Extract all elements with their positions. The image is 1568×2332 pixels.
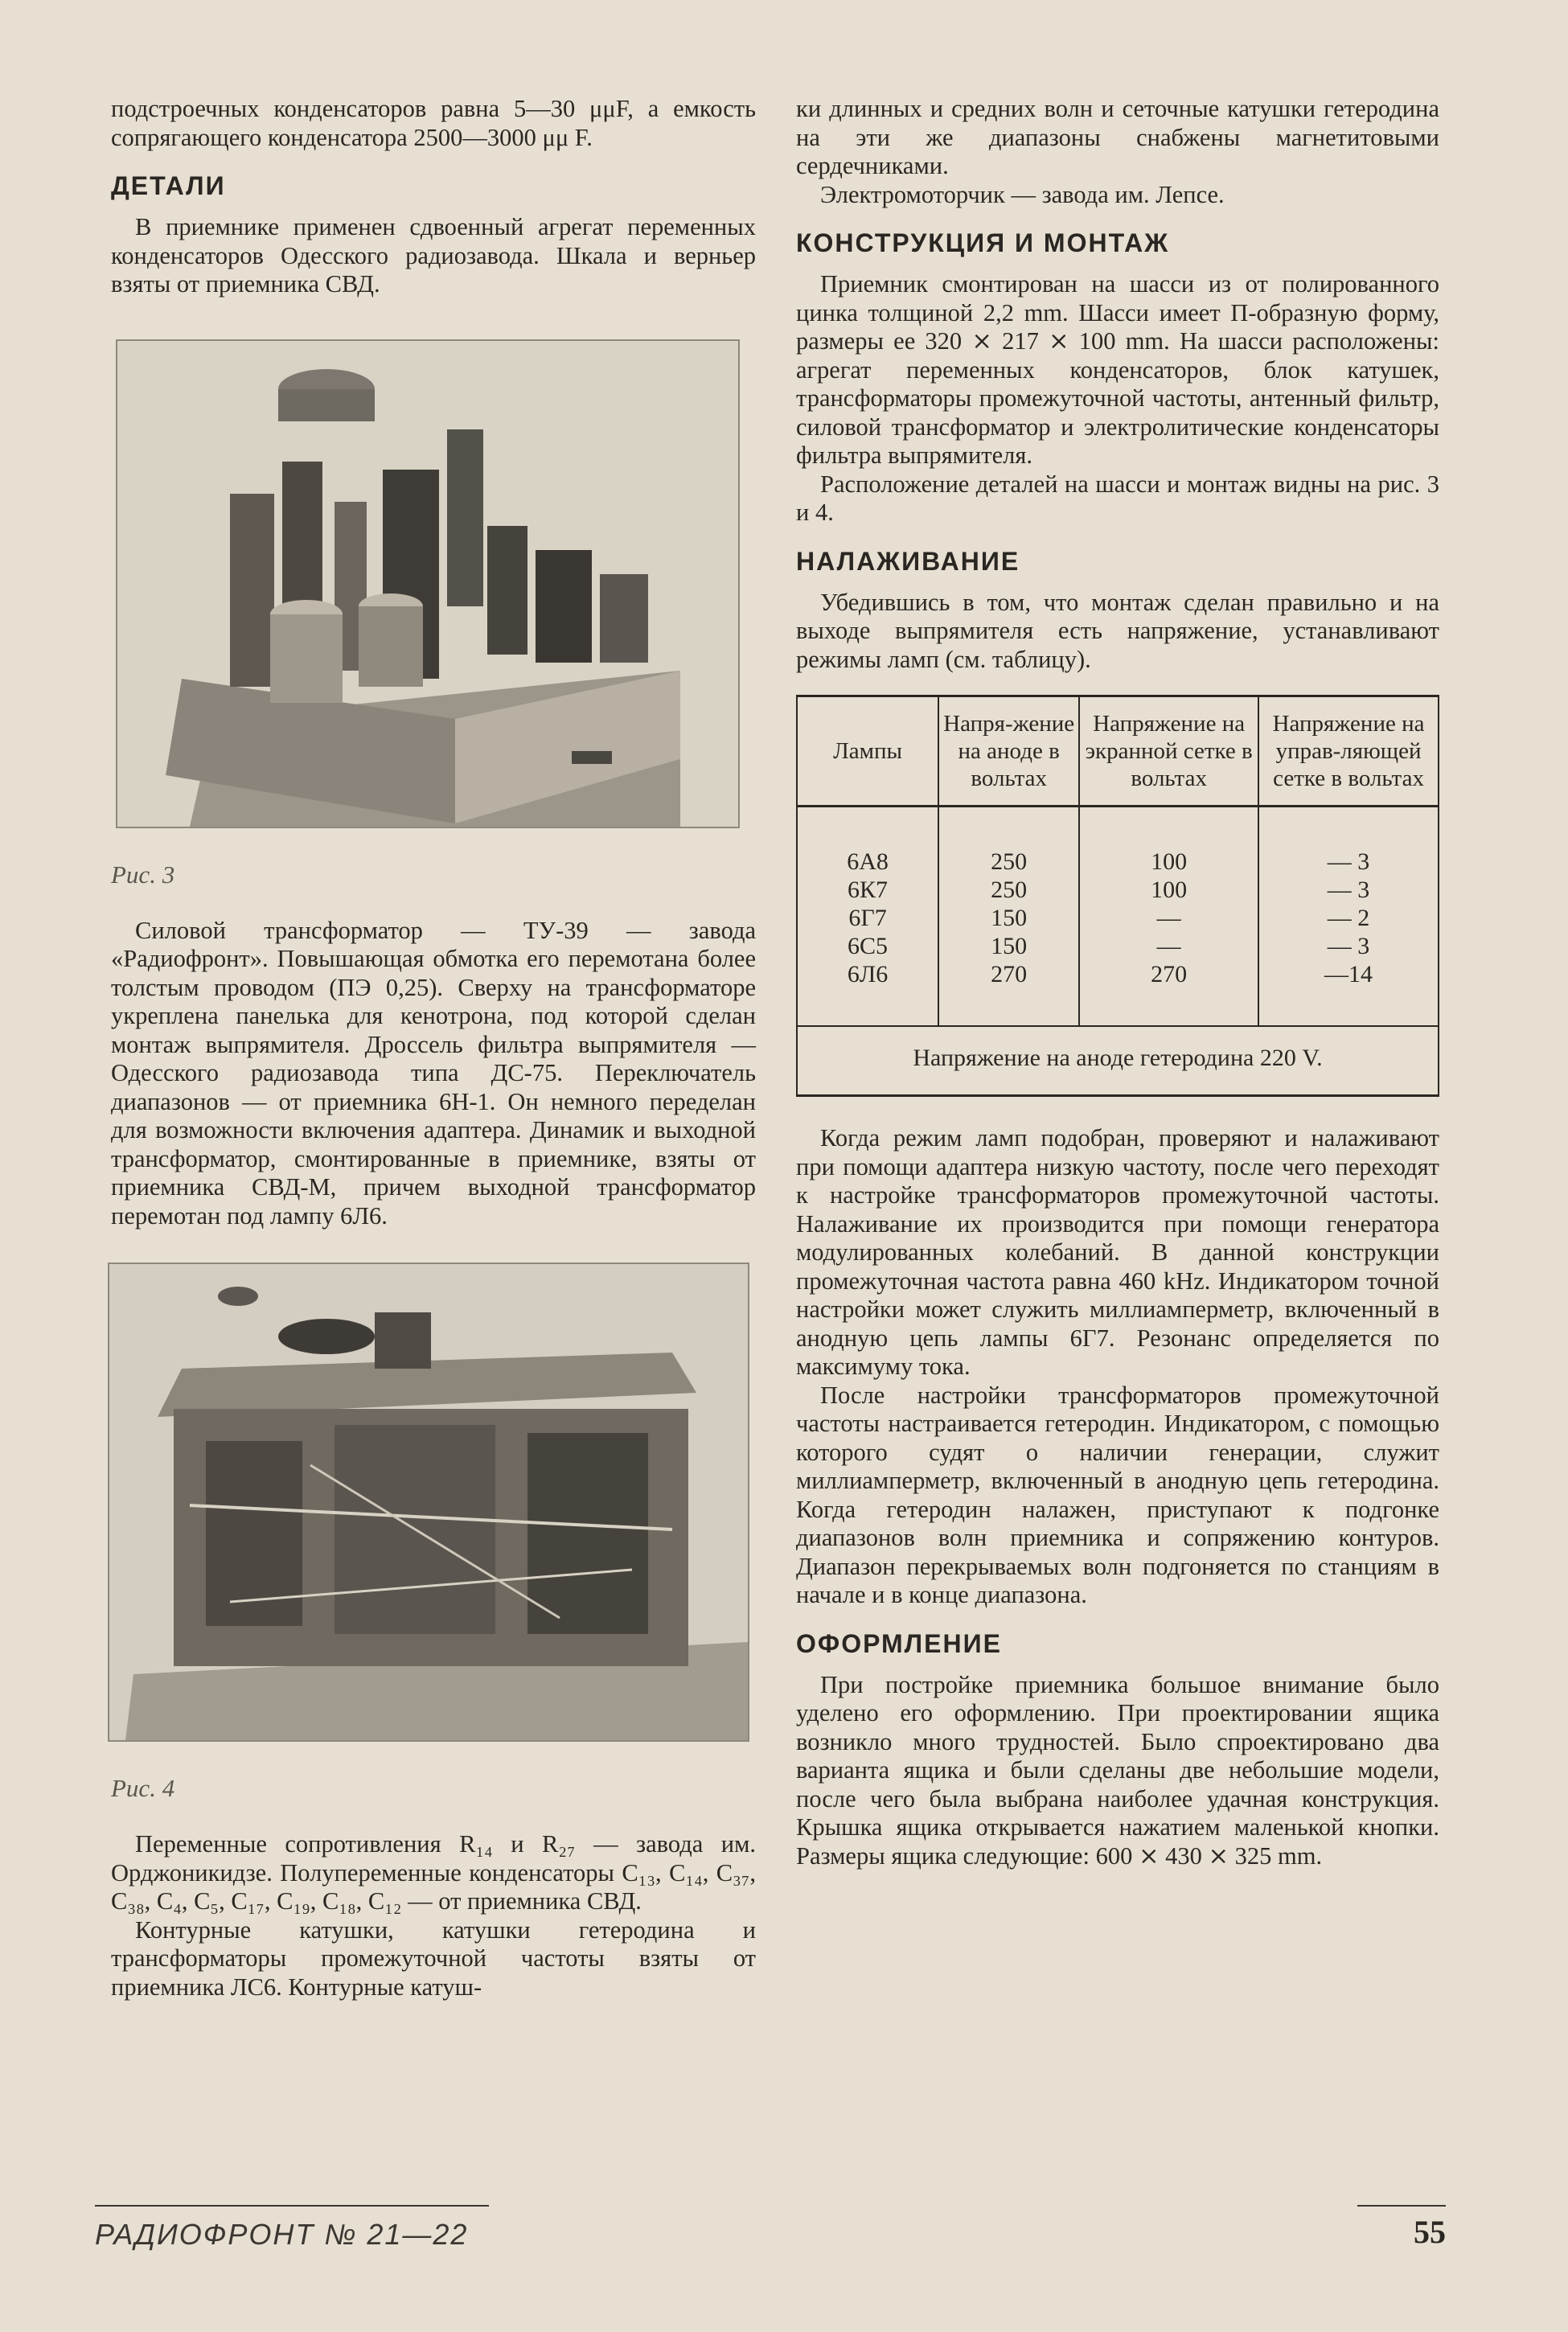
header-grid-voltage: Напряжение на управ-ляющей сетке в вольтах [1258, 697, 1438, 807]
lamp-mode-table [798, 697, 1438, 1025]
chassis-photo-illustration [117, 341, 738, 827]
table-cell: — [1079, 932, 1258, 960]
header-anode-voltage: Напря-жение на аноде в вольтах [938, 697, 1079, 807]
transformer-paragraph: Силовой трансформатор — ТУ-39 — завода «Радиофронт». Повышающая обмотка его перемотана более толстым проводом (ПЭ 0,25). Сверху на трансформаторе укреплена панелька для кенотрона, под которой сделан монтаж выпрямителя. Дроссель фильтра выпрямителя — Одесского радиозавода типа ДС-75. Переключатель диапазонов — от приемника 6Н-1. Он немного переделан для возможности включения адаптера. Динамик и выходной трансформатор, смонтированные в приемнике, взяты от приемника СВД-М, причем выходной трансформатор перемотан под лампу 6Л6. [111, 916, 756, 1230]
lamp-mode-table-box [796, 695, 1439, 1097]
table-cell: — [1079, 904, 1258, 932]
table-cell: 100 [1079, 876, 1258, 904]
figure-3-caption: Рис. 3 [111, 860, 175, 889]
table-cell: 100 [1079, 807, 1258, 877]
table-row [798, 807, 1438, 877]
table-note: Напряжение на аноде гетеродина 220 V. [798, 1025, 1438, 1094]
construction-paragraph-1: Приемник смонтирован на шасси из от полированного цинка толщиной 2,2 mm. Шасси имеет П-образную форму, размеры ее 320 ⨯ 217 ⨯ 100 mm. На шасси расположены: агрегат переменных конденсаторов, блок катушек, трансформаторы промежуточной частоты, антенный фильтр, силовой трансформатор и электролитические конденсаторы фильтра выпрямителя. [796, 270, 1439, 469]
table-cell: 6Л6 [798, 960, 938, 1025]
details-paragraph: В приемнике применен сдвоенный агрегат переменных конденсаторов Одесского радиозавода. Шкала и верньер взяты от приемника СВД. [111, 213, 756, 298]
page-number: 55 [1414, 2214, 1446, 2250]
table-cell: 6Г7 [798, 904, 938, 932]
figure-3-photo [116, 339, 740, 828]
table-cell: — 3 [1327, 848, 1370, 875]
table-cell: 250 [938, 807, 1079, 877]
table-header-row [798, 697, 1438, 807]
tuning-paragraph-3: После настройки трансформаторов промежуточной частоты настраивается гетеродин. Индикатором, с помощью которого судят о наличии генерации, служит миллиамперметр, включенный в анодную цепь гетеродина. Когда гетеродин налажен, приступают к подгонке диапазонов волн приемника и сопряжению контуров. Диапазон перекрываемых волн подгоняется по станциям в начале и в конце диапазона. [796, 1381, 1439, 1608]
tuning-paragraph-2: Когда режим ламп подобран, проверяют и налаживают при помощи адаптера низкую частоту, после чего переходят к настройке трансформаторов промежуточной частоты. Налаживание их производится при помощи генератора модулированных колебаний. В данной конструкции промежуточная частота равна 460 kHz. Индикатором точной настройки может служить миллиамперметр, включенный в анодную цепь лампы 6Г7. Резонанс определяется по максимуму тока. [796, 1124, 1439, 1380]
table-row [798, 960, 1438, 1025]
table-cell: 150 [938, 932, 1079, 960]
left-column [111, 95, 756, 2001]
design-heading: ОФОРМЛЕНИЕ [796, 1628, 1002, 1658]
table-cell: — 2 [1327, 905, 1370, 931]
intro-paragraph: подстроечных конденсаторов равна 5—30 μμF, а емкость сопрягающего конденсатора 2500—3000 μμ F. [111, 95, 756, 151]
table-cell: — 3 [1327, 933, 1370, 959]
table-cell: — 3 [1327, 877, 1370, 903]
table-cell: 270 [938, 960, 1079, 1025]
table-cell: 6К7 [798, 876, 938, 904]
footer-rule-right [1357, 2205, 1446, 2207]
table-row [798, 932, 1438, 960]
construction-paragraph-2: Расположение деталей на шасси и монтаж видны на рис. 3 и 4. [796, 470, 1439, 526]
table-cell: —14 [1324, 961, 1373, 987]
details-heading: ДЕТАЛИ [111, 171, 226, 200]
page-footer [95, 2214, 1446, 2266]
header-screen-voltage: Напряжение на экранной сетке в вольтах [1079, 697, 1258, 807]
table-cell: 150 [938, 904, 1079, 932]
tuning-paragraph-1: Убедившись в том, что монтаж сделан правильно и на выходе выпрямителя есть напряжение, устанавливают режимы ламп (см. таблицу). [796, 588, 1439, 673]
journal-title: РАДИОФРОНТ № 21—22 [95, 2218, 469, 2251]
table-cell: 6С5 [798, 932, 938, 960]
right-column [796, 95, 1439, 1870]
tuning-heading: НАЛАЖИВАНИЕ [796, 546, 1020, 576]
coils-paragraph: Контурные катушки, катушки гетеродина и трансформаторы промежуточной частоты взяты от приемника ЛС6. Контурные катуш- [111, 1915, 756, 2001]
table-cell: 270 [1079, 960, 1258, 1025]
coils-continuation-paragraph: ки длинных и средних волн и сеточные катушки гетеродина на эти же диапазоны снабжены магнетитовыми сердечниками. [796, 95, 1439, 179]
header-lamps: Лампы [798, 697, 938, 807]
table-cell: 6А8 [798, 807, 938, 877]
table-cell: 250 [938, 876, 1079, 904]
figure-4-photo [108, 1262, 749, 1742]
motor-paragraph: Электромоторчик — завода им. Лепсе. [820, 180, 1225, 208]
footer-rule-left [95, 2205, 489, 2207]
table-row [798, 876, 1438, 904]
resistors-paragraph: Переменные сопротивления R₁₄ и R₂₇ — завода им. Орджоникидзе. Полупеременные конденсаторы C₁₃, C₁₄, C₃₇, C₃₈, C₄, C₅, C₁₇, C₁₉, C₁₈, C₁₂ — от приемника СВД. [111, 1830, 756, 1915]
design-paragraph: При постройке приемника большое внимание было уделено его оформлению. При проектировании ящика возникло много трудностей. Было спроектировано два варианта ящика и были сделаны две небольшие модели, после чего была выбрана наиболее удачная конструкция. Крышка ящика открывается нажатием маленькой кнопки. Размеры ящика следующие: 600 ⨯ 430 ⨯ 325 mm. [796, 1670, 1439, 1870]
table-row [798, 904, 1438, 932]
figure-4-caption: Рис. 4 [111, 1774, 175, 1802]
wiring-photo-illustration [109, 1264, 748, 1740]
construction-heading: КОНСТРУКЦИЯ И МОНТАЖ [796, 228, 1170, 257]
